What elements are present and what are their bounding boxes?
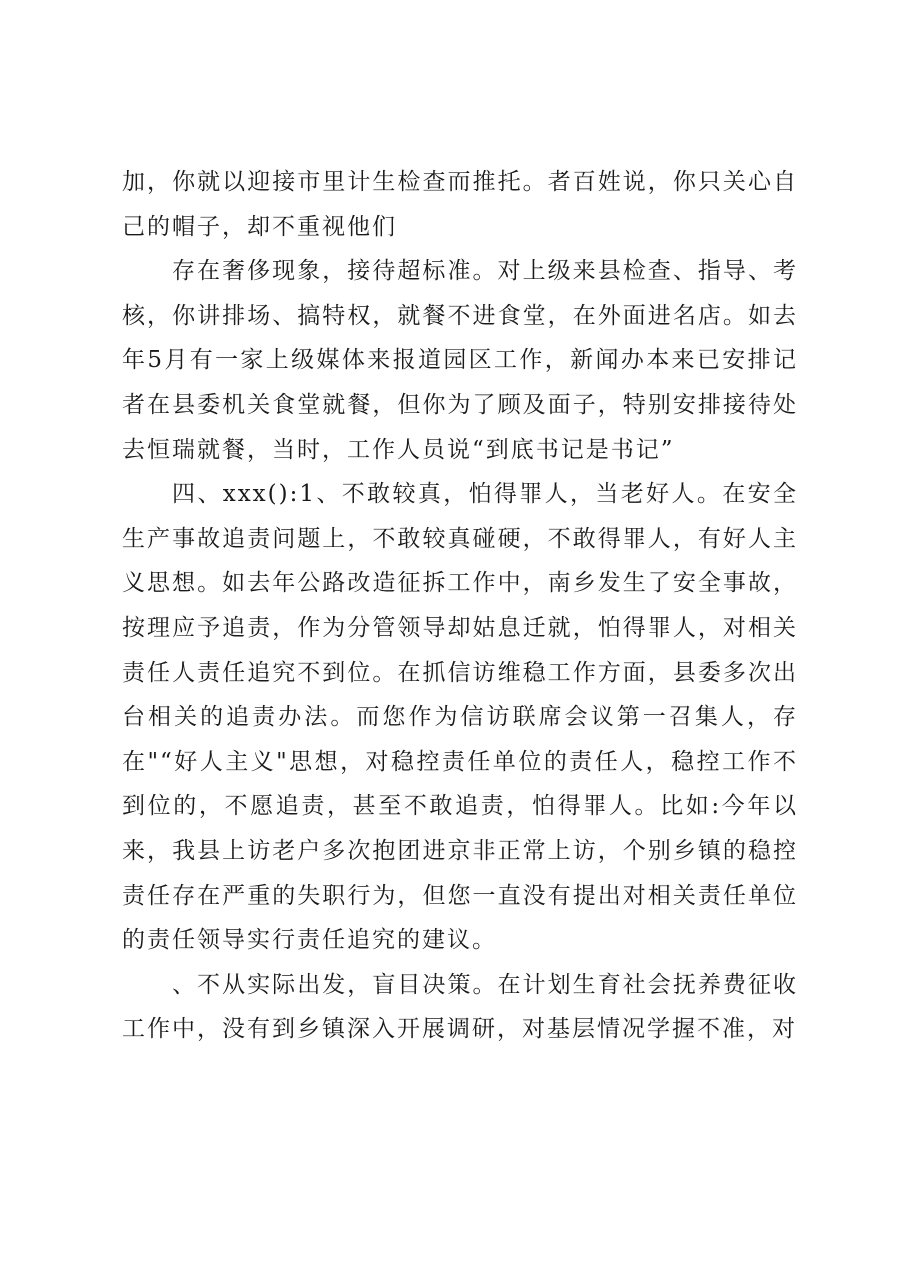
paragraph-2: 存在奢侈现象，接待超标准。对上级来县检查、指导、考核，你讲排场、搞特权，就餐不进食堂，在外面进名店。如去年5月有一家上级媒体来报道园区工作，新闻办本来已安排记者在县委机关食堂就餐，但你为了顾及面子，特别安排接待处去恒瑞就餐，当时，工作人员说“到底书记是书记”: [122, 258, 798, 463]
paragraph-3: 四、xxx():1、不敢较真，怕得罪人，当老好人。在安全生产事故追责问题上，不敢较真碰硬，不敢得罪人，有好人主义思想。如去年公路改造征拆工作中，南乡发生了安全事故，按理应予追责，作为分管领导却姑息迁就，怕得罪人，对相关责任人责任追究不到位。在抓信访维稳工作方面，县委多次出台相关的追责办法。而您作为信访联席会议第一召集人，存在"“好人主义"思想，对稳控责任单位的责任人，稳控工作不到位的，不愿追责，甚至不敢追责，怕得罪人。比如:今年以来，我县上访老户多次抱团进京非正常上访，个别乡镇的稳控责任存在严重的失职行为，但您一直没有提出对相关责任单位的责任领导实行责任追究的建议。: [122, 481, 798, 954]
paragraph-1: 加，你就以迎接市里计生检查而推托。者百姓说，你只关心自己的帽子，却不重视他们: [122, 169, 798, 240]
document-body: [122, 160, 798, 1052]
paragraph-4: 、不从实际出发，盲目决策。在计划生育社会抚养费征收工作中，没有到乡镇深入开展调研，对基层情况学握不准，对: [122, 971, 798, 1043]
